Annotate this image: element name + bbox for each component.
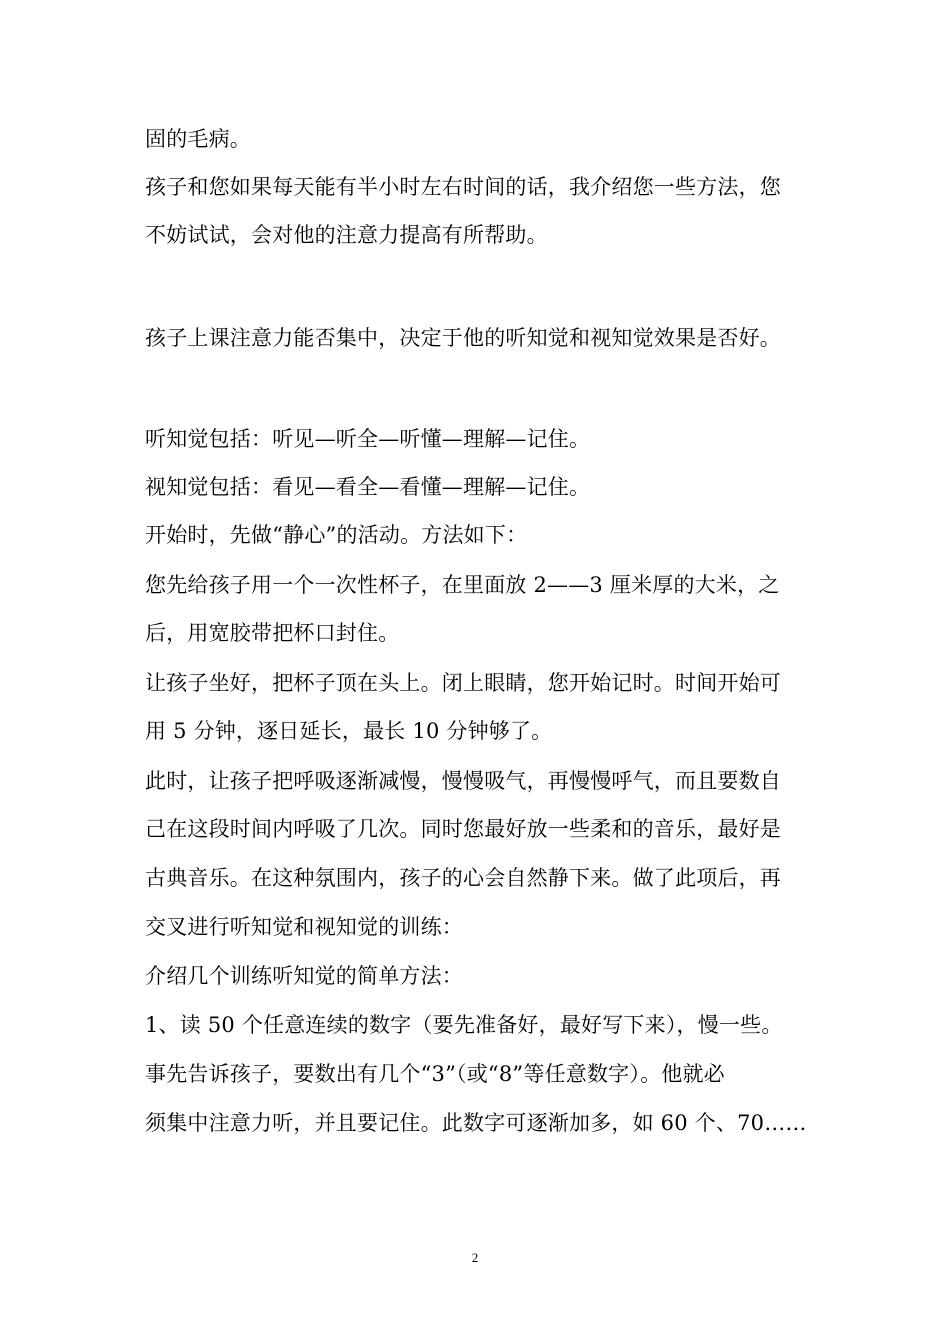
text-line-15: 交叉进行听知觉和视知觉的训练： (145, 915, 463, 939)
text-line-8: 您先给孩子用一个一次性杯子，在里面放 2——3 厘米厚的大米，之 (145, 573, 780, 597)
text-line-16: 介绍几个训练听知觉的简单方法： (145, 964, 463, 988)
text-line-6: 视知觉包括：看见—看全—看懂—理解—记住。 (145, 475, 591, 499)
text-line-9: 后，用宽胶带把杯口封住。 (145, 621, 400, 645)
text-line-11: 用 5 分钟，逐日延长，最长 10 分钟够了。 (145, 719, 553, 743)
text-line-3: 不妨试试，会对他的注意力提高有所帮助。 (145, 223, 548, 247)
text-line-19: 须集中注意力听，并且要记住。此数字可逐渐加多，如 60 个、70…… (145, 1111, 807, 1135)
text-line-2: 孩子和您如果每天能有半小时左右时间的话，我介绍您一些方法，您 (145, 175, 781, 199)
text-line-12: 此时，让孩子把呼吸逐渐减慢，慢慢吸气，再慢慢呼气，而且要数自 (145, 769, 781, 793)
text-line-7: 开始时，先做“静心”的活动。方法如下： (145, 523, 528, 547)
page-number: 2 (471, 1250, 479, 1265)
text-line-18: 事先告诉孩子，要数出有几个“3”（或“8”等任意数字）。他就必 (145, 1062, 725, 1086)
text-line-17: 1、读 50 个任意连续的数字（要先准备好，最好写下来），慢一些。 (145, 1013, 783, 1037)
text-line-5: 听知觉包括：听见—听全—听懂—理解—记住。 (145, 427, 591, 451)
text-line-14: 古典音乐。在这种氛围内，孩子的心会自然静下来。做了此项后，再 (145, 866, 781, 890)
text-line-13: 己在这段时间内呼吸了几次。同时您最好放一些柔和的音乐，最好是 (145, 817, 781, 841)
text-line-1: 固的毛病。 (145, 127, 251, 151)
text-line-4: 孩子上课注意力能否集中，决定于他的听知觉和视知觉效果是否好。 (145, 326, 781, 350)
text-line-10: 让孩子坐好，把杯子顶在头上。闭上眼睛，您开始记时。时间开始可 (145, 671, 781, 695)
